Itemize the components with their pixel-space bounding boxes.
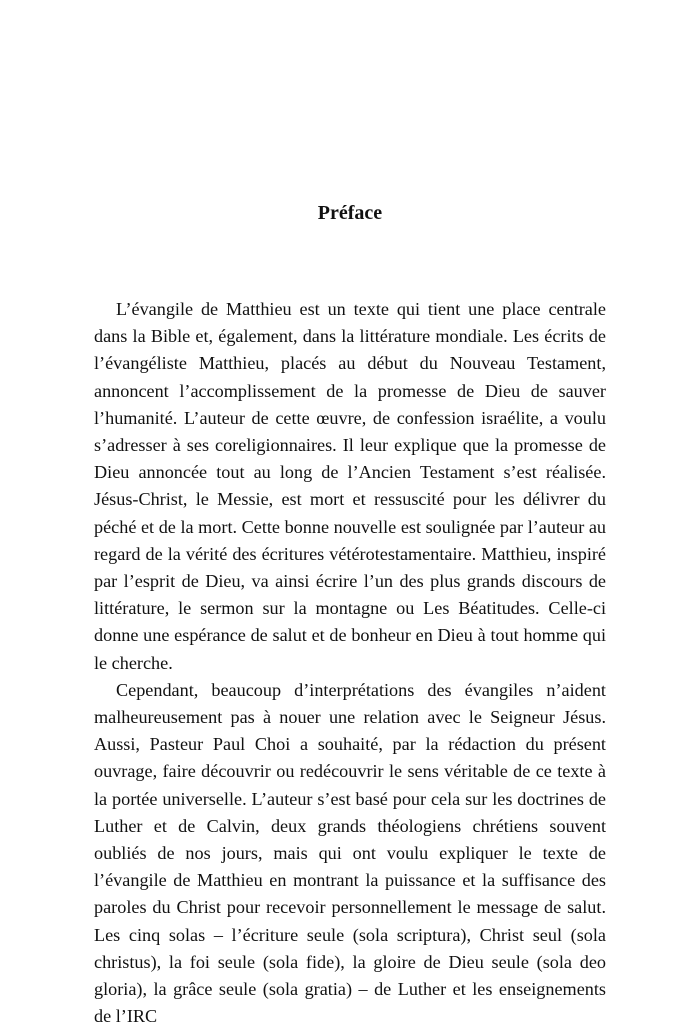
paragraph-2: Cependant, beaucoup d’interprétations des évangiles n’aident malheureusement pas à nouer une relation avec le Seigneur Jésus. Aussi, Pasteur Paul Choi a souhaité, par la rédaction du présent ouvrage, faire découvrir ou redécouvrir le sens véritable de ce texte à la portée universelle. L’auteur s’est basé pour cela sur les doctrines de Luther et de Calvin, deux grands théologiens chrétiens souvent oubliés de nos jours, mais qui ont voulu expliquer le texte de l’évangile de Matthieu en montrant la puissance et la suffisance des paroles du Christ pour recevoir personnellement le message de salut. Les cinq solas – l’écriture seule (sola scriptura), Christ seul (sola christus), la foi seule (sola fide), la gloire de Dieu seule (sola deo gloria), la grâce seule (sola gratia) – de Luther et les enseignements de l’IRC (94, 679, 606, 1027)
paragraph-1: L’évangile de Matthieu est un texte qui tient une place centrale dans la Bible et, également, dans la littérature mondiale. Les écrits de l’évangéliste Matthieu, placés au début du Nouveau Testament, annoncent l’accomplissement de la promesse de Dieu de sauver l’humanité. L’auteur de cette œuvre, de confession israélite, a voulu s’adresser à ses coreligionnaires. Il leur explique que la promesse de Dieu annoncée tout au long de l’Ancien Testament s’est réalisée. Jésus-Christ, le Messie, est mort et ressuscité pour les délivrer du péché et de la mort. Cette bonne nouvelle est soulignée par l’auteur au regard de la vérité des écritures vétérotestamentaire. Matthieu, inspiré par l’esprit de Dieu, va ainsi écrire l’un des plus grands discours de littérature, le sermon sur la montagne ou Les Béatitudes. Celle-ci donne une espérance de salut et de bonheur en Dieu à tout homme qui le cherche. (94, 299, 606, 673)
page-title: Préface (317, 202, 383, 224)
preface-body (94, 296, 606, 1030)
